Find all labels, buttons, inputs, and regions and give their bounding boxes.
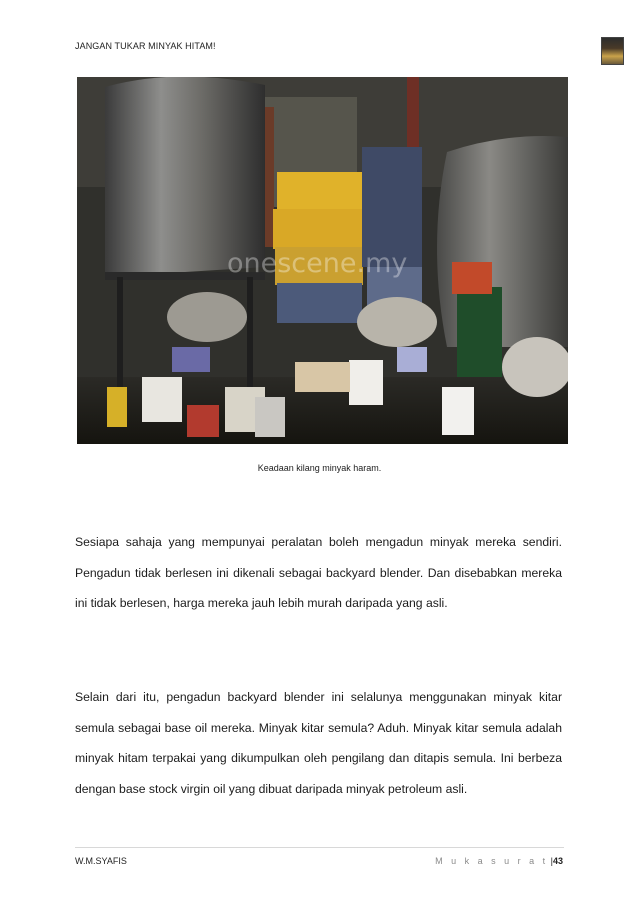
photo-watermark: onescene.my <box>227 248 408 279</box>
factory-photo <box>77 77 568 444</box>
page-label: M u k a s u r a t <box>435 856 549 866</box>
body-paragraph-2: Selain dari itu, pengadun backyard blender ini selalunya menggunakan minyak kitar semula sebagai base oil mereka. Minyak kitar semula? Aduh. Minyak kitar semula adalah minyak hitam terpakai yang dikumpulkan oleh pengilang dan ditapis semula. Ini berbeza dengan base stock virgin oil yang dibuat daripada minyak petroleum asli. <box>75 690 562 796</box>
running-header-title: JANGAN TUKAR MINYAK HITAM! <box>75 41 216 51</box>
photo-caption: Keadaan kilang minyak haram. <box>257 463 382 473</box>
footer-author: W.M.SYAFIS <box>75 856 127 866</box>
footer-page-info <box>435 856 563 866</box>
page-separator: | <box>550 856 553 866</box>
header-thumbnail-image <box>601 37 624 65</box>
page-number: 43 <box>552 856 563 866</box>
body-paragraph-1: Sesiapa sahaja yang mempunyai peralatan boleh mengadun minyak mereka sendiri. Pengadun tidak berlesen ini dikenali sebagai backyard blender. Dan disebabkan mereka ini tidak berlesen, harga mereka jauh lebih murah daripada yang asli. <box>75 535 562 610</box>
footer-divider <box>75 847 564 848</box>
